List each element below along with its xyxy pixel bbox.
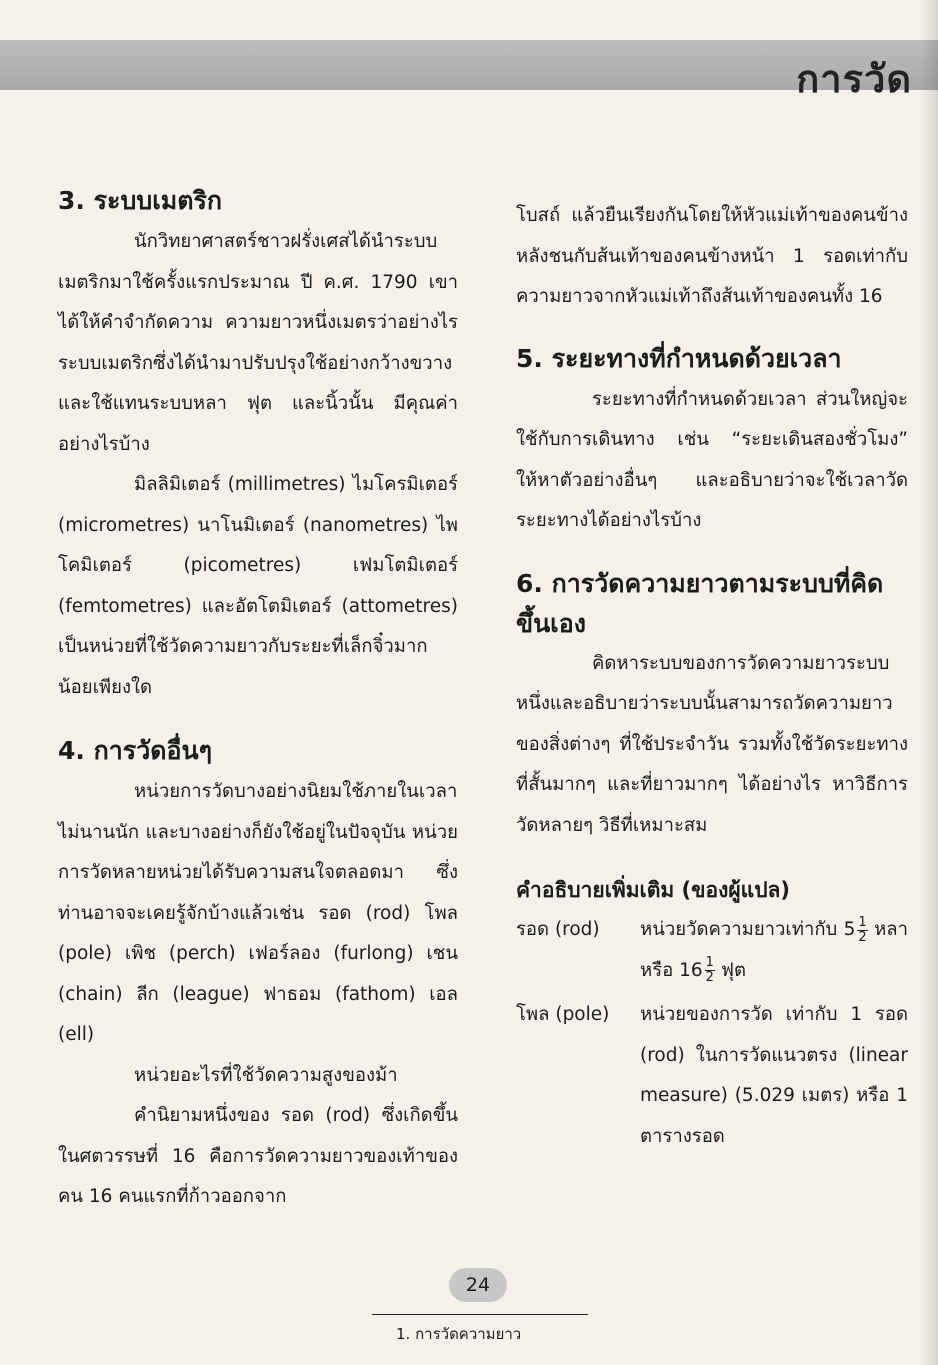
page-number: 24 — [449, 1268, 507, 1302]
fraction: $\frac{1}{2}$ — [858, 914, 867, 945]
footnote-divider — [372, 1314, 588, 1315]
glossary-term: รอด (rod) — [516, 919, 600, 940]
section-3-paragraph-1: นักวิทยาศาสตร์ชาวฝรั่งเศสได้นำระบบเมตริกมาใช้ครั้งแรกประมาณ ปี ค.ศ. 1790 เขาได้ให้คำจำกัดความ ความยาวหนึ่งเมตรว่าอย่างไร ระบบเมตริกซึ่งได้นำมาปรับปรุงใช้อย่างกว้างขวาง และใช้แทนระบบหลา ฟุต และนิ้วนั้น มีคุณค่าอย่างไรบ้าง — [58, 231, 458, 455]
section-4-title: 4. การวัดอื่นๆ — [58, 736, 213, 765]
section-4-paragraph-3: คำนิยามหนึ่งของ รอด (rod) ซึ่งเกิดขึ้นในศตวรรษที่ 16 คือการวัดความยาวของเท้าของคน 16 คนแรกที่ก้าวออกจาก — [58, 1105, 458, 1207]
right-column — [516, 196, 908, 1157]
continued-paragraph: โบสถ์ แล้วยืนเรียงกันโดยให้หัวแม่เท้าของคนข้างหลังชนกับส้นเท้าของคนข้างหน้า 1 รอดเท่ากับความยาวจากหัวแม่เท้าถึงส้นเท้าของคนทั้ง 16 — [516, 205, 908, 307]
section-5-title: 5. ระยะทางที่กำหนดด้วยเวลา — [516, 343, 842, 373]
section-3-paragraph-2: มิลลิมิเตอร์ (millimetres) ไมโครมิเตอร์ (micrometres) นาโนมิเตอร์ (nanometres) ไพโคมิเตอร์ (picometres) เฟมโตมิเตอร์ (femtometres) และอัตโตมิเตอร์ (attometres) เป็นหน่วยที่ใช้วัดความยาวกับระยะที่เล็กจิ๋วมากน้อยเพียงใด — [58, 474, 458, 698]
section-5-paragraph: ระยะทางที่กำหนดด้วยเวลา ส่วนใหญ่จะใช้กับการเดินทาง เช่น “ระยะเดินสองชั่วโมง” ให้หาตัวอย่างอื่นๆ และอธิบายว่าจะใช้เวลาวัดระยะทางได้อย่างไรบ้าง — [516, 388, 908, 531]
page-edge-shadow — [920, 0, 938, 1365]
chapter-title: การวัด — [796, 57, 912, 101]
glossary-term: โพล (pole) — [516, 1004, 610, 1025]
glossary-title: คำอธิบายเพิ่มเติม (ของผู้แปล) — [516, 878, 790, 902]
section-4-paragraph-2: หน่วยอะไรที่ใช้วัดความสูงของม้า — [134, 1064, 398, 1086]
fraction: $\frac{1}{2}$ — [705, 955, 714, 985]
left-column — [58, 180, 458, 1218]
footnote: 1. การวัดความยาว — [396, 1325, 522, 1343]
section-4-paragraph-1: หน่วยการวัดบางอย่างนิยมใช้ภายในเวลาไม่นานนัก และบางอย่างก็ยังใช้อยู่ในปัจจุบัน หน่วยการวัดหลายหน่วยได้รับความสนใจตลอดมา ซึ่งท่านอาจจะเคยรู้จักบ้างแล้วเช่น รอด (rod) โพล (pole) เพิช (perch) เฟอร์ลอง (furlong) เชน (chain) ลีก (league) ฟาธอม (fathom) เอล (ell) — [58, 781, 458, 1045]
glossary-entry-pole — [516, 995, 908, 1157]
glossary-definition: หน่วยวัดความยาวเท่ากับ 5 $\frac{1}{2}$ หลา หรือ 16 $\frac{1}{2}$ ฟุต — [640, 914, 908, 985]
glossary-definition: หน่วยของการวัด เท่ากับ 1 รอด (rod) ในการวัดแนวตรง (linear measure) (5.029 เมตร) หรือ 1 ตารางรอด — [640, 1004, 908, 1147]
glossary-entry-rod — [516, 910, 908, 991]
section-3-title: 3. ระบบเมตริก — [58, 186, 223, 215]
section-6-paragraph: คิดหาระบบของการวัดความยาวระบบหนึ่งและอธิบายว่าระบบนั้นสามารถวัดความยาวของสิ่งต่างๆ ที่ใช้ประจำวัน รวมทั้งใช้วัดระยะทางที่สั้นมากๆ และที่ยาวมากๆ ได้อย่างไร หาวิธีการวัดหลายๆ วิธีที่เหมาะสม — [516, 652, 908, 836]
section-6-title: 6. การวัดความยาวตามระบบที่คิดขึ้นเอง — [516, 568, 884, 638]
